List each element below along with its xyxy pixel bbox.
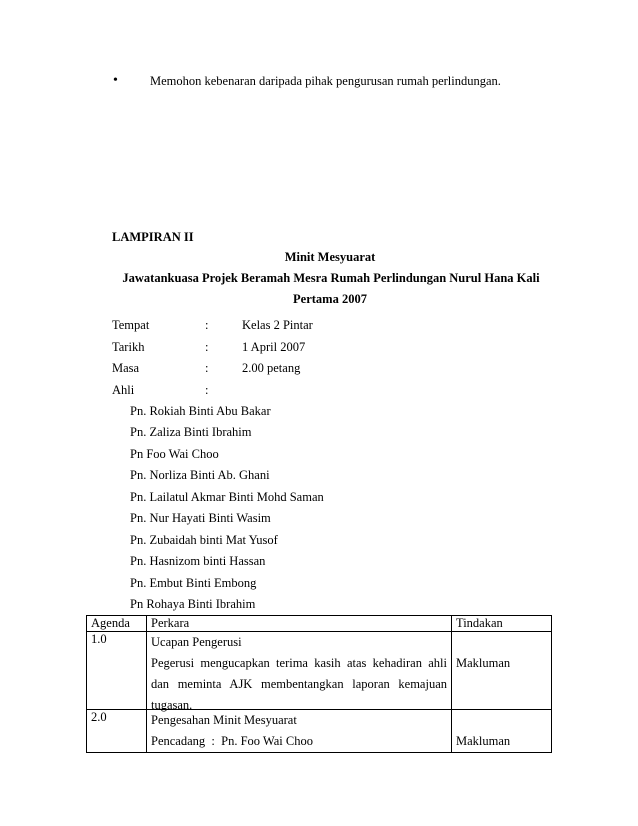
bullet-icon: • bbox=[113, 73, 118, 88]
list-item: Pn. Lailatul Akmar Binti Mohd Saman bbox=[130, 490, 324, 504]
agenda-content bbox=[147, 632, 452, 710]
header-tindakan: Tindakan bbox=[452, 616, 552, 632]
action-text: Makluman bbox=[456, 656, 511, 670]
agenda-description-line: Pencadang : Pn. Foo Wai Choo bbox=[151, 734, 313, 748]
info-label: Ahli bbox=[112, 383, 135, 397]
table-row bbox=[87, 710, 552, 753]
list-item: Pn. Zaliza Binti Ibrahim bbox=[130, 425, 252, 439]
info-value: 2.00 petang bbox=[242, 361, 301, 375]
agenda-number: 2.0 bbox=[87, 710, 147, 753]
info-colon: : bbox=[205, 361, 209, 375]
agenda-content bbox=[147, 710, 452, 753]
committee-subtitle-line1: Jawatankuasa Projek Beramah Mesra Rumah Perlindungan Nurul Hana Kali bbox=[122, 271, 540, 285]
list-item: Pn. Rokiah Binti Abu Bakar bbox=[130, 404, 271, 418]
bullet-text: Memohon kebenaran daripada pihak pengurusan rumah perlindungan. bbox=[150, 74, 501, 88]
list-item: Pn Rohaya Binti Ibrahim bbox=[130, 597, 256, 611]
agenda-action bbox=[452, 710, 552, 753]
appendix-label: LAMPIRAN II bbox=[112, 230, 194, 244]
list-item: Pn. Norliza Binti Ab. Ghani bbox=[130, 468, 270, 482]
info-colon: : bbox=[205, 318, 209, 332]
list-item: Pn. Embut Binti Embong bbox=[130, 576, 257, 590]
agenda-description-line: tugasan. bbox=[151, 698, 193, 712]
list-item: Pn. Hasnizom binti Hassan bbox=[130, 554, 266, 568]
list-item: Pn Foo Wai Choo bbox=[130, 447, 219, 461]
agenda-description-line: Pegerusi mengucapkan terima kasih atas kehadiran ahli bbox=[151, 656, 447, 670]
minutes-title: Minit Mesyuarat bbox=[284, 250, 376, 264]
agenda-action bbox=[452, 632, 552, 710]
info-label: Masa bbox=[112, 361, 140, 375]
info-value: 1 April 2007 bbox=[242, 340, 306, 354]
info-colon: : bbox=[205, 340, 209, 354]
header-perkara: Perkara bbox=[147, 616, 452, 632]
agenda-number: 1.0 bbox=[87, 632, 147, 710]
header-agenda: Agenda bbox=[87, 616, 147, 632]
info-label: Tempat bbox=[112, 318, 150, 332]
agenda-title: Ucapan Pengerusi bbox=[151, 635, 242, 649]
info-value: Kelas 2 Pintar bbox=[242, 318, 313, 332]
table-row bbox=[87, 632, 552, 710]
committee-subtitle-line2: Pertama 2007 bbox=[293, 292, 367, 306]
agenda-title: Pengesahan Minit Mesyuarat bbox=[151, 713, 297, 727]
agenda-description-line: dan meminta AJK membentangkan laporan kemajuan bbox=[151, 677, 447, 691]
table-header-row bbox=[87, 616, 552, 632]
list-item: Pn. Zubaidah binti Mat Yusof bbox=[130, 533, 278, 547]
action-text: Makluman bbox=[456, 734, 511, 748]
agenda-table bbox=[86, 615, 552, 753]
list-item: Pn. Nur Hayati Binti Wasim bbox=[130, 511, 271, 525]
info-colon: : bbox=[205, 383, 209, 397]
info-label: Tarikh bbox=[112, 340, 145, 354]
